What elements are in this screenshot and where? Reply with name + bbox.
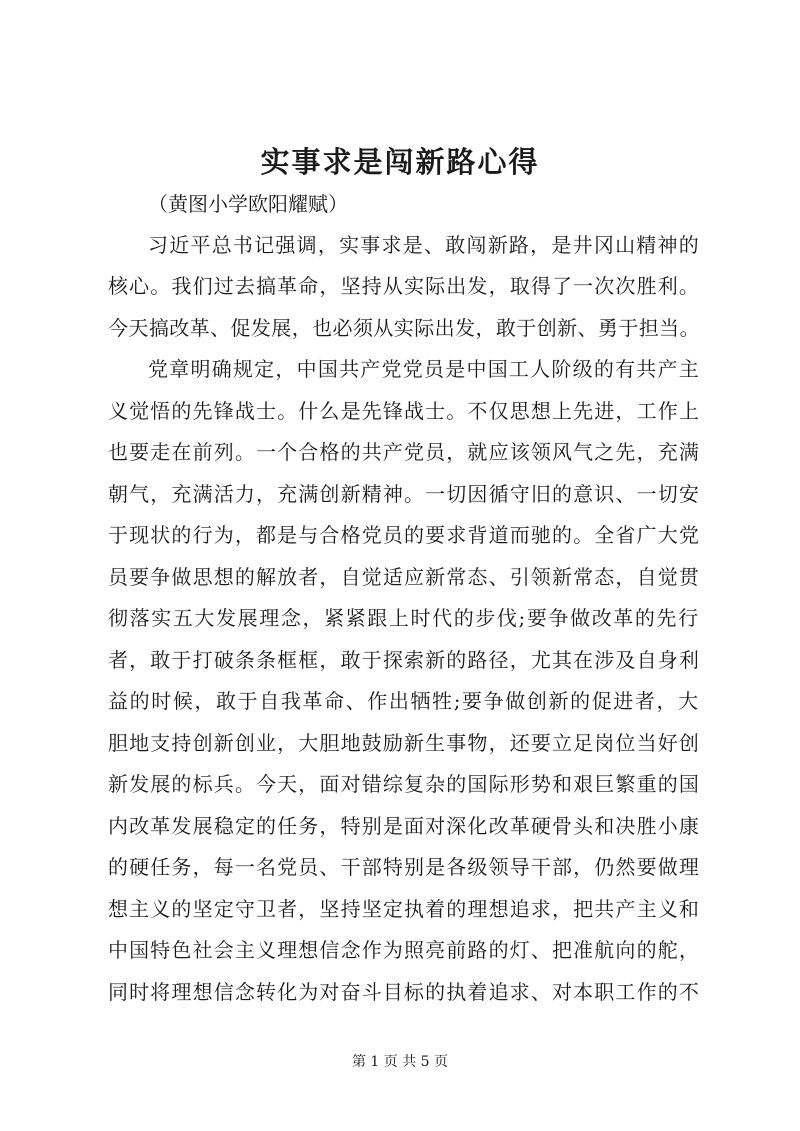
- paragraph-line: 于现状的行为，都是与合格党员的要求背道而驰的。全省广大党: [108, 523, 700, 547]
- paragraph-line: 朝气，充满活力，充满创新精神。一切因循守旧的意识、一切安: [108, 482, 700, 506]
- paragraph-line: 今天搞改革、促发展，也必须从实际出发，敢于创新、勇于担当。: [108, 316, 700, 340]
- paragraph-line: 党章明确规定，中国共产党党员是中国工人阶级的有共产主: [148, 357, 700, 381]
- document-title: 实事求是闯新路心得: [260, 145, 540, 179]
- paragraph-line: 同时将理想信念转化为对奋斗目标的执着追求、对本职工作的不: [108, 980, 700, 1004]
- paragraph-line: 习近平总书记强调，实事求是、敢闯新路，是井冈山精神的: [148, 233, 700, 257]
- paragraph-line: 也要走在前列。一个合格的共产党员，就应该领风气之先，充满: [108, 440, 700, 464]
- paragraph-line: 员要争做思想的解放者，自觉适应新常态、引领新常态，自觉贯: [108, 565, 700, 589]
- paragraph-line: 彻落实五大发展理念，紧紧跟上时代的步伐;要争做改革的先行: [108, 606, 700, 630]
- paragraph-line: 新发展的标兵。今天，面对错综复杂的国际形势和艰巨繁重的国: [108, 772, 700, 796]
- paragraph-line: 想主义的坚定守卫者，坚持坚定执着的理想追求，把共产主义和: [108, 897, 700, 921]
- paragraph-line: 核心。我们过去搞革命，坚持从实际出发，取得了一次次胜利。: [108, 274, 700, 298]
- paragraph-line: 义觉悟的先锋战士。什么是先锋战士。不仅思想上先进，工作上: [108, 399, 700, 423]
- paragraph-line: 中国特色社会主义理想信念作为照亮前路的灯、把准航向的舵，: [108, 938, 700, 962]
- paragraph-line: 的硬任务，每一名党员、干部特别是各级领导干部，仍然要做理: [108, 855, 700, 879]
- author-byline: （黄图小学欧阳耀赋）: [148, 192, 348, 216]
- page-number-footer: 第 1 页 共 5 页: [351, 1054, 449, 1070]
- paragraph-line: 内改革发展稳定的任务，特别是面对深化改革硬骨头和决胜小康: [108, 814, 700, 838]
- paragraph-line: 者，敢于打破条条框框，敢于探索新的路径，尤其在涉及自身利: [108, 648, 700, 672]
- paragraph-line: 益的时候，敢于自我革命、作出牺牲;要争做创新的促进者，大: [108, 689, 700, 713]
- paragraph-line: 胆地支持创新创业，大胆地鼓励新生事物，还要立足岗位当好创: [108, 731, 700, 755]
